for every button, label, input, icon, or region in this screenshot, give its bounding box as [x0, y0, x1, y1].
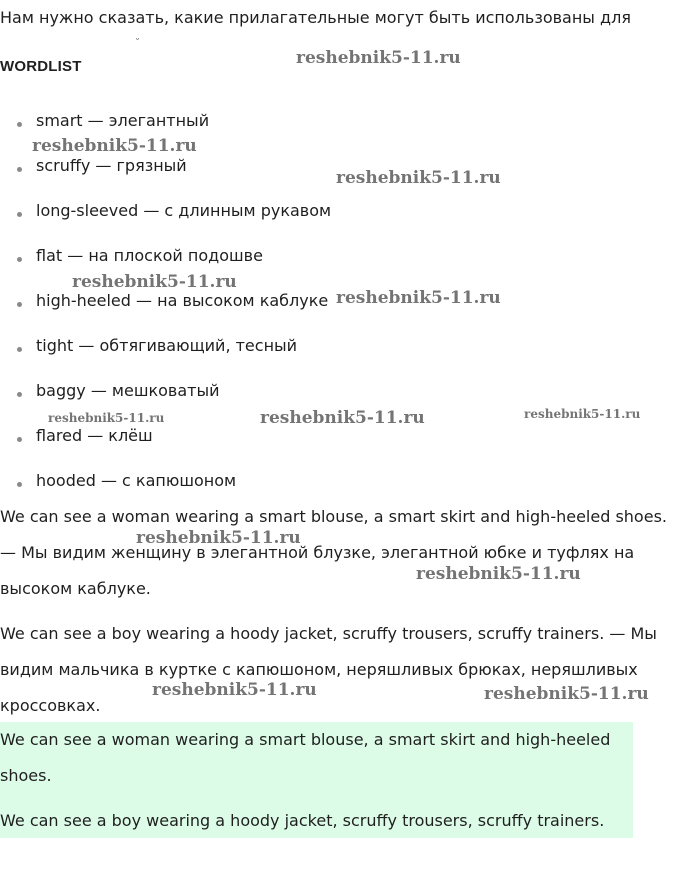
watermark: reshebnik5-11.ru [296, 48, 461, 68]
watermark: reshebnik5-11.ru [524, 407, 641, 421]
watermark: reshebnik5-11.ru [32, 136, 197, 156]
list-item-text: baggy — мешковатый [36, 381, 220, 400]
bullet-icon [17, 212, 22, 217]
list-item [0, 155, 331, 200]
list-item [0, 335, 331, 380]
bullet-icon [17, 302, 22, 307]
list-item [0, 110, 331, 155]
answer-woman: We can see a woman wearing a smart blouse, a smart skirt and high-heeled shoes. [0, 730, 611, 785]
list-item [0, 380, 331, 425]
answer-boy: We can see a boy wearing a hoody jacket, scruffy trousers, scruffy trainers. [0, 811, 605, 830]
watermark: reshebnik5-11.ru [416, 564, 581, 584]
watermark: reshebnik5-11.ru [336, 288, 501, 308]
watermark: reshebnik5-11.ru [152, 680, 317, 700]
watermark: reshebnik5-11.ru [48, 411, 165, 425]
bullet-icon [17, 347, 22, 352]
list-item-text: tight — обтягивающий, тесный [36, 336, 298, 355]
list-item [0, 290, 331, 335]
wordlist [0, 110, 331, 515]
list-item [0, 200, 331, 245]
list-item-text: smart — элегантный [36, 111, 210, 130]
bullet-icon [17, 167, 22, 172]
wordlist-heading: WORDLIST [0, 58, 82, 75]
list-item-text: flat — на плоской подошве [36, 246, 263, 265]
list-item-text: high-heeled — на высоком каблуке [36, 291, 329, 310]
list-item-text: long-sleeved — с длинным рукавом [36, 201, 332, 220]
translation-paragraphs [0, 499, 680, 724]
watermark: reshebnik5-11.ru [260, 408, 425, 428]
bullet-icon [17, 437, 22, 442]
watermark: reshebnik5-11.ru [136, 528, 301, 548]
list-item-text: flared — клёш [36, 426, 153, 445]
bullet-icon [17, 482, 22, 487]
watermark: reshebnik5-11.ru [72, 272, 237, 292]
list-item [0, 245, 331, 290]
bullet-icon [17, 122, 22, 127]
paragraph-woman: We can see a woman wearing a smart blouse, a smart skirt and high-heeled shoes. — Мы видим женщину в элегантной блузке, элегантной юбке и туфлях на высоком каблуке. [0, 507, 667, 598]
bullet-icon [17, 257, 22, 262]
paragraph-boy: We can see a boy wearing a hoody jacket, scruffy trousers, scruffy trainers. — Мы видим мальчика в куртке с капюшоном, неряшливых брюках, неряшливых кроссовках. [0, 624, 657, 715]
watermark: reshebnik5-11.ru [336, 168, 501, 188]
list-item-text: hooded — с капюшоном [36, 471, 237, 490]
intro-text: Нам нужно сказать, какие прилагательные могут быть использованы для [0, 8, 631, 27]
stray-mark: ˘ [135, 38, 140, 49]
list-item [0, 425, 331, 470]
watermark: reshebnik5-11.ru [484, 684, 649, 704]
answer-box [0, 722, 633, 838]
list-item-text: scruffy — грязный [36, 156, 187, 175]
bullet-icon [17, 392, 22, 397]
